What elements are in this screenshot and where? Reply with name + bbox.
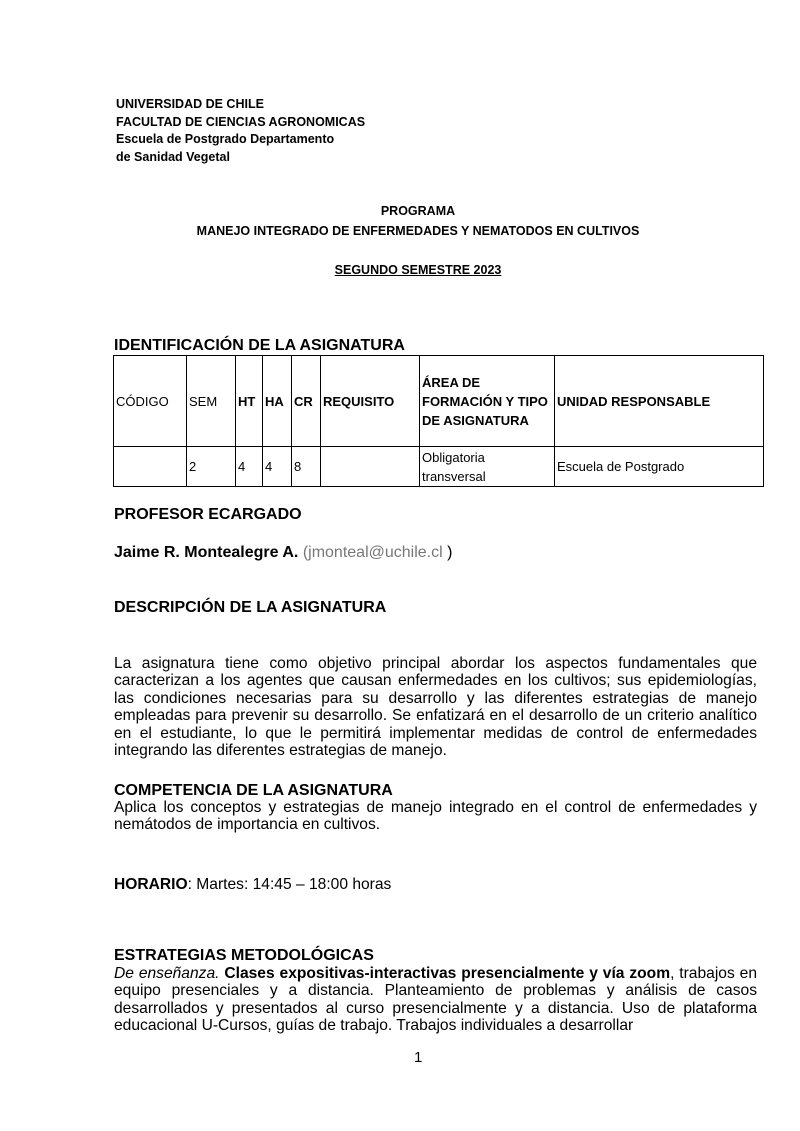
header-ht: HT (236, 356, 263, 447)
description-heading: DESCRIPCIÓN DE LA ASIGNATURA (114, 599, 387, 616)
header-cr: CR (292, 356, 321, 447)
cell-ht: 4 (236, 447, 263, 487)
identification-table (113, 355, 764, 487)
institution-header (116, 96, 365, 166)
cell-requisito (321, 447, 420, 487)
identification-heading: IDENTIFICACIÓN DE LA ASIGNATURA (114, 337, 405, 354)
description-text: La asignatura tiene como objetivo principal abordar los aspectos fundamentales que caracterizan a los agentes que causan enfermedades en los cultivos; sus epidemiologías, las condiciones necesarias para su desarrollo y las diferentes estrategias de manejo empleadas para prevenir su desarrollo. Se enfatizará en el desarrollo de un criterio analítico en el estudiante, lo que le permitirá implementar medidas de control de enfermedades integrando las diferentes estrategias de manejo. (114, 655, 757, 760)
professor-name: Jaime R. Montealegre A. (114, 544, 299, 561)
strategies-text: De enseñanza. Clases expositivas-interactivas presencialmente y vía zoom, trabajos en equipo presenciales y a distancia. Planteamiento de problemas y análisis de casos desarrollados y presentados al curso presencialmente y a distancia. Uso de plataforma educacional U-Cursos, guías de trabajo. Trabajos individuales a desarrollar (114, 965, 757, 1035)
cell-unidad: Escuela de Postgrado (555, 447, 764, 487)
department-name: de Sanidad Vegetal (116, 149, 230, 164)
course-title: MANEJO INTEGRADO DE ENFERMEDADES Y NEMATODOS EN CULTIVOS (196, 224, 640, 238)
cell-sem: 2 (187, 447, 236, 487)
cell-area: Obligatoria transversal (420, 447, 555, 487)
schedule-value: : Martes: 14:45 – 18:00 horas (187, 876, 392, 893)
header-unidad: UNIDAD RESPONSABLE (555, 356, 764, 447)
table-row (114, 447, 764, 487)
university-name: UNIVERSIDAD DE CHILE (116, 97, 264, 111)
header-area: ÁREA DE FORMACIÓN Y TIPO DE ASIGNATURA (420, 356, 555, 447)
page-number: 1 (414, 1049, 423, 1066)
header-requisito: REQUISITO (321, 356, 420, 447)
competence-heading: COMPETENCIA DE LA ASIGNATURA (114, 782, 393, 799)
program-label: PROGRAMA (380, 204, 456, 218)
cell-cr: 8 (292, 447, 321, 487)
school-name: Escuela de Postgrado Departamento (116, 132, 335, 146)
table-header-row (114, 356, 764, 447)
professor-line: Jaime R. Montealegre A. (jmonteal@uchile.cl ) (114, 544, 453, 561)
semester-title: SEGUNDO SEMESTRE 2023 (334, 263, 502, 277)
strategies-heading: ESTRATEGIAS METODOLÓGICAS (114, 947, 374, 964)
schedule-line (114, 876, 757, 893)
header-sem: SEM (187, 356, 236, 447)
competence-text: Aplica los conceptos y estrategias de manejo integrado en el control de enfermedades y nemátodos de importancia en cultivos. (114, 799, 757, 834)
professor-heading: PROFESOR ECARGADO (114, 506, 302, 523)
header-ha: HA (263, 356, 292, 447)
header-codigo: CÓDIGO (114, 356, 187, 447)
faculty-name: FACULTAD DE CIENCIAS AGRONOMICAS (116, 114, 366, 129)
cell-ha: 4 (263, 447, 292, 487)
cell-codigo (114, 447, 187, 487)
schedule-label: HORARIO (114, 876, 188, 893)
professor-email[interactable]: jmonteal@uchile.cl (308, 544, 443, 561)
